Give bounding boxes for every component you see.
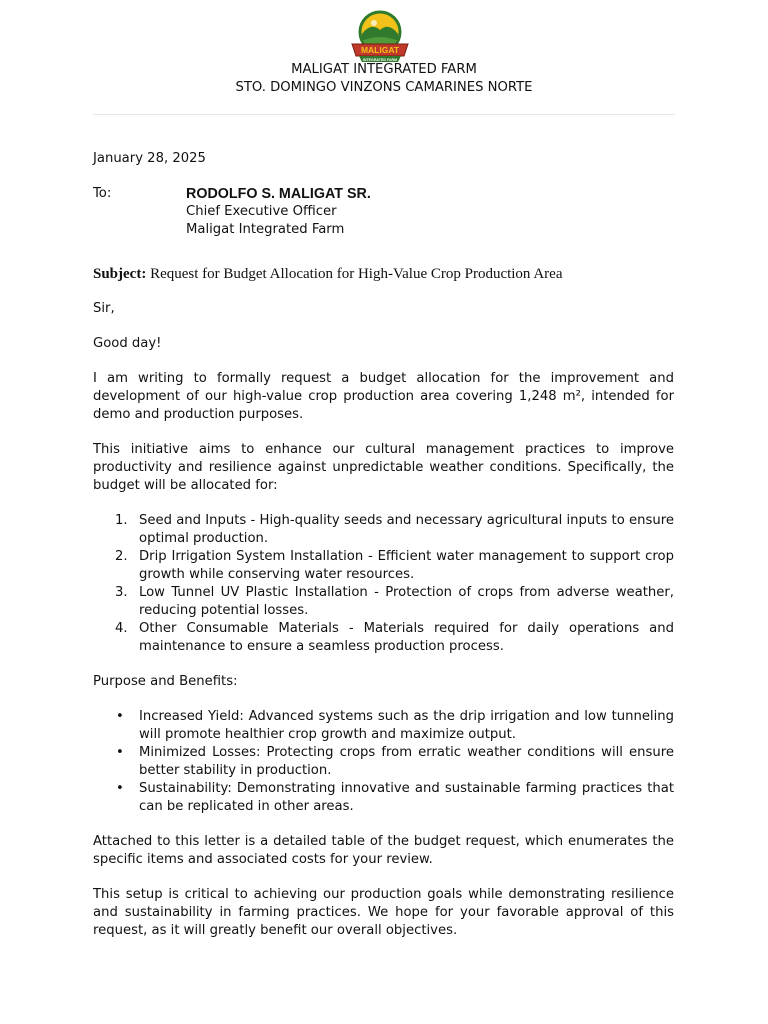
recipient-organization: Maligat Integrated Farm: [186, 222, 345, 237]
bullet-icon: •: [116, 781, 124, 796]
svg-text:INTEGRATED FARM: INTEGRATED FARM: [362, 58, 398, 62]
list-item: [93, 620, 674, 656]
farm-logo: [349, 10, 411, 64]
recipient-details: [186, 185, 371, 239]
attachment-paragraph: Attached to this letter is a detailed table of the budget request, which enumerates the specific items and associated costs for your review.: [93, 834, 674, 867]
letter-date: January 28, 2025: [93, 151, 206, 166]
list-item-text: Minimized Losses: Protecting crops from erratic weather conditions will ensure better stability in production.: [139, 745, 674, 778]
list-item-text: Sustainability: Demonstrating innovative and sustainable farming practices that can be replicated in other areas.: [139, 781, 674, 814]
list-item-text: Increased Yield: Advanced systems such as the drip irrigation and low tunneling will promote healthier crop growth and maximize output.: [139, 709, 674, 742]
list-number: 2.: [115, 549, 128, 564]
list-item-text: Drip Irrigation System Installation - Efficient water management to support crop growth while conserving water resources.: [139, 549, 674, 582]
benefits-heading: Purpose and Benefits:: [93, 674, 238, 689]
bullet-icon: •: [116, 709, 124, 724]
farm-address: STO. DOMINGO VINZONS CAMARINES NORTE: [235, 80, 533, 95]
list-item: [93, 708, 674, 744]
greeting: Good day!: [93, 336, 162, 351]
subject-label: Subject:: [93, 266, 147, 282]
list-item: [93, 780, 674, 816]
subject-line: [93, 265, 674, 283]
list-item: [93, 512, 674, 548]
subject-text: Request for Budget Allocation for High-Value Crop Production Area: [146, 266, 563, 282]
salutation: Sir,: [93, 301, 115, 316]
list-item-text: Seed and Inputs - High-quality seeds and necessary agricultural inputs to ensure optimal production.: [139, 513, 674, 546]
benefits-list: [93, 708, 674, 816]
list-item-text: Other Consumable Materials - Materials required for daily operations and maintenance to ensure a seamless production process.: [139, 621, 674, 654]
allocation-list: [93, 512, 674, 656]
to-label: To:: [93, 186, 112, 201]
list-number: 3.: [115, 585, 128, 600]
bullet-icon: •: [116, 745, 124, 760]
initiative-paragraph: This initiative aims to enhance our cultural management practices to improve productivity and resilience against unpredictable weather conditions. Specifically, the budget will be allocated for:: [93, 442, 674, 493]
list-item: [93, 744, 674, 780]
header-divider: [93, 114, 675, 115]
recipient-name: RODOLFO S. MALIGAT SR.: [186, 186, 371, 202]
list-item: [93, 548, 674, 584]
intro-paragraph: I am writing to formally request a budget allocation for the improvement and development of our high-value crop production area covering 1,248 m², intended for demo and production purposes.: [93, 371, 674, 422]
letter-body: [93, 150, 674, 940]
closing-paragraph: This setup is critical to achieving our production goals while demonstrating resilience and sustainability in farming practices. We hope for your favorable approval of this request, as it will greatly benefit our overall objectives.: [93, 887, 674, 938]
list-number: 1.: [115, 513, 128, 528]
list-number: 4.: [115, 621, 128, 636]
recipient-block: [93, 185, 674, 239]
list-item: [93, 584, 674, 620]
list-item-text: Low Tunnel UV Plastic Installation - Protection of crops from adverse weather, reducing potential losses.: [139, 585, 674, 618]
svg-text:MALIGAT: MALIGAT: [360, 45, 400, 55]
farm-name: MALIGAT INTEGRATED FARM: [291, 62, 477, 77]
recipient-title: Chief Executive Officer: [186, 204, 337, 219]
